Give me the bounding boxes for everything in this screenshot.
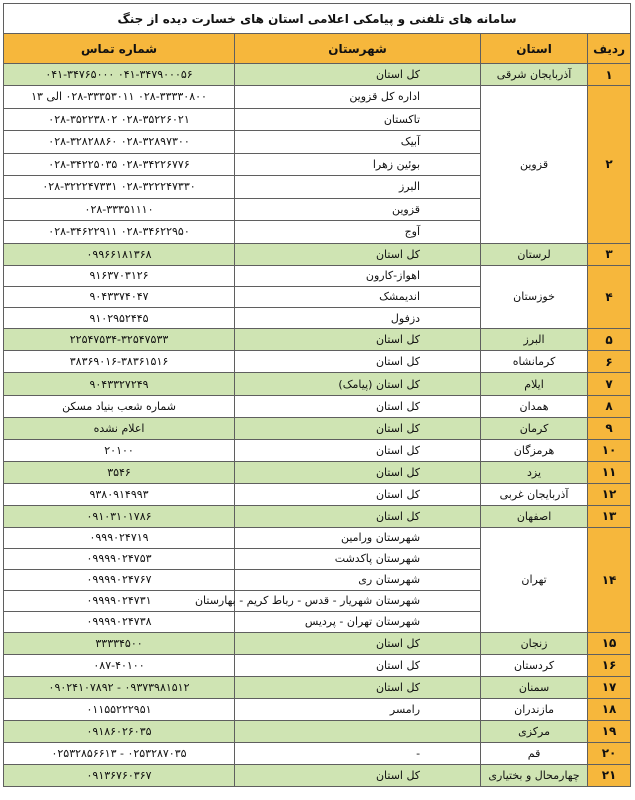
province-cell: خوزستان	[481, 265, 588, 329]
phone-cell: ۹۰۴۳۳۷۴۰۴۷	[4, 286, 235, 307]
city-cell: کل استان	[235, 351, 481, 373]
city-cell: اندیمشک	[235, 286, 481, 307]
city-cell: کل استان (پیامک)	[235, 373, 481, 396]
phone-cell: ۰۹۹۶۶۱۸۱۳۶۸	[4, 243, 235, 265]
phone-cell: ۰۹۹۹۰۲۴۷۱۹	[4, 527, 235, 548]
contacts-sheet	[3, 3, 630, 787]
city-cell: -	[235, 742, 481, 764]
header-city: شهرستان	[235, 34, 481, 64]
city-cell: آبیک	[235, 131, 481, 154]
province-cell: یزد	[481, 461, 588, 483]
city-cell: کل استان	[235, 439, 481, 461]
table-row	[4, 527, 631, 548]
table-row	[4, 654, 631, 676]
phone-cell: ۰۲۵۳۲۸۷۰۳۵ - ۰۲۵۳۲۸۵۶۶۱۳	[4, 742, 235, 764]
table-row	[4, 505, 631, 527]
province-cell: البرز	[481, 329, 588, 351]
city-cell	[235, 720, 481, 742]
province-cell: قزوین	[481, 86, 588, 244]
city-cell: اداره کل قزوین	[235, 86, 481, 109]
city-cell: کل استان	[235, 417, 481, 439]
phone-cell: ۰۹۹۹۹۰۲۴۷۵۳	[4, 548, 235, 569]
row-number-cell: ۲۱	[588, 764, 631, 786]
province-cell: ایلام	[481, 373, 588, 396]
row-number-cell: ۱۳	[588, 505, 631, 527]
table-row	[4, 64, 631, 86]
table-row	[4, 764, 631, 786]
contacts-table	[3, 3, 631, 787]
table-body	[4, 64, 631, 787]
header-phone: شماره تماس	[4, 34, 235, 64]
header-row-number: ردیف	[588, 34, 631, 64]
row-number-cell: ۱۶	[588, 654, 631, 676]
table-row	[4, 243, 631, 265]
phone-cell: ۹۳۸۰۹۱۴۹۹۳	[4, 483, 235, 505]
province-cell: لرستان	[481, 243, 588, 265]
table-row	[4, 439, 631, 461]
phone-cell: ۰۱۱۵۵۲۲۲۹۵۱	[4, 698, 235, 720]
phone-cell: ۰۲۸-۳۳۳۳۰۸۰۰ ۰۲۸-۳۳۳۵۳۰۱۱ الی ۱۳	[4, 86, 235, 109]
header-province: استان	[481, 34, 588, 64]
phone-cell: ۰۲۸-۳۵۲۲۶۰۲۱ ۰۲۸-۳۵۲۲۳۸۰۲	[4, 108, 235, 131]
phone-cell: ۰۲۸-۳۳۳۵۱۱۱۰	[4, 198, 235, 221]
phone-cell: ۰۲۸-۳۴۶۲۲۹۵۰ ۰۲۸-۳۴۶۲۲۹۱۱	[4, 221, 235, 244]
city-cell: کل استان	[235, 505, 481, 527]
province-cell: همدان	[481, 395, 588, 417]
city-cell: تاکستان	[235, 108, 481, 131]
row-number-cell: ۸	[588, 395, 631, 417]
table-row	[4, 86, 631, 109]
province-cell: کردستان	[481, 654, 588, 676]
city-cell: کل استان	[235, 483, 481, 505]
province-cell: قم	[481, 742, 588, 764]
phone-cell: شماره شعب بنیاد مسکن	[4, 395, 235, 417]
row-number-cell: ۹	[588, 417, 631, 439]
phone-cell: ۰۹۹۹۹۰۲۴۷۳۱	[4, 590, 235, 611]
phone-cell: ۰۹۱۸۶۰۲۶۰۳۵	[4, 720, 235, 742]
province-cell: مرکزی	[481, 720, 588, 742]
province-cell: مازندران	[481, 698, 588, 720]
phone-cell: ۰۹۱۳۶۷۶۰۳۶۷	[4, 764, 235, 786]
row-number-cell: ۵	[588, 329, 631, 351]
province-cell: سمنان	[481, 676, 588, 698]
phone-cell: ۰۹۳۷۳۹۸۱۵۱۲ - ۰۹۰۲۴۱۰۷۸۹۲	[4, 676, 235, 698]
row-number-cell: ۱۷	[588, 676, 631, 698]
table-row	[4, 373, 631, 396]
province-cell: هرمزگان	[481, 439, 588, 461]
city-cell: شهرستان ری	[235, 569, 481, 590]
city-cell: کل استان	[235, 654, 481, 676]
city-cell: بوئین زهرا	[235, 153, 481, 176]
phone-cell: ۲۰۱۰۰	[4, 439, 235, 461]
phone-cell: ۰۹۹۹۹۰۲۴۷۳۸	[4, 611, 235, 632]
row-number-cell: ۱۵	[588, 632, 631, 654]
table-row	[4, 461, 631, 483]
phone-cell: اعلام نشده	[4, 417, 235, 439]
row-number-cell: ۱۲	[588, 483, 631, 505]
table-row	[4, 265, 631, 286]
table-row	[4, 483, 631, 505]
province-cell: چهارمحال و بختیاری	[481, 764, 588, 786]
phone-cell: ۳۸۳۶۹۰۱۶-۳۸۳۶۱۵۱۶	[4, 351, 235, 373]
city-cell: رامسر	[235, 698, 481, 720]
phone-cell: ۹۱۰۲۹۵۲۴۴۵	[4, 308, 235, 329]
table-row	[4, 632, 631, 654]
table-row	[4, 417, 631, 439]
city-cell: قزوین	[235, 198, 481, 221]
row-number-cell: ۱۱	[588, 461, 631, 483]
city-cell: شهرستان ورامین	[235, 527, 481, 548]
city-cell: کل استان	[235, 764, 481, 786]
city-cell: کل استان	[235, 329, 481, 351]
row-number-cell: ۱۰	[588, 439, 631, 461]
city-cell: کل استان	[235, 632, 481, 654]
city-cell: آوج	[235, 221, 481, 244]
phone-cell: ۹۱۶۳۷۰۳۱۲۶	[4, 265, 235, 286]
phone-cell: ۳۵۴۶	[4, 461, 235, 483]
phone-cell: ۰۴۱-۳۴۷۹۰۰۰۵۶ ۰۴۱-۳۴۷۶۵۰۰۰	[4, 64, 235, 86]
phone-cell: ۰۲۸-۳۴۲۲۶۷۷۶ ۰۲۸-۳۴۲۲۵۰۳۵	[4, 153, 235, 176]
province-cell: کرمانشاه	[481, 351, 588, 373]
phone-cell: ۲۲۵۴۷۵۳۴-۳۲۵۴۷۵۳۳	[4, 329, 235, 351]
row-number-cell: ۱۹	[588, 720, 631, 742]
row-number-cell: ۷	[588, 373, 631, 396]
phone-cell: ۰۹۹۹۹۰۲۴۷۶۷	[4, 569, 235, 590]
table-row	[4, 329, 631, 351]
city-cell: کل استان	[235, 243, 481, 265]
city-cell: اهواز-کارون	[235, 265, 481, 286]
table-row	[4, 351, 631, 373]
table-row	[4, 720, 631, 742]
city-cell: دزفول	[235, 308, 481, 329]
phone-cell: ۰۹۱۰۳۱۰۱۷۸۶	[4, 505, 235, 527]
phone-cell: ۰۲۸-۳۲۲۲۴۷۳۳۰ ۰۲۸-۳۲۲۲۴۷۳۳۱	[4, 176, 235, 199]
phone-cell: ۰۸۷-۴۰۱۰۰	[4, 654, 235, 676]
province-cell: آذربایجان غربی	[481, 483, 588, 505]
phone-cell: ۹۰۴۳۳۲۷۲۴۹	[4, 373, 235, 396]
province-cell: کرمان	[481, 417, 588, 439]
city-cell: کل استان	[235, 64, 481, 86]
row-number-cell: ۳	[588, 243, 631, 265]
row-number-cell: ۱۸	[588, 698, 631, 720]
city-cell: شهرستان پاکدشت	[235, 548, 481, 569]
city-cell: کل استان	[235, 395, 481, 417]
page-title: سامانه های تلفنی و پیامکی اعلامی استان های خسارت دیده از جنگ	[4, 4, 631, 34]
city-cell: کل استان	[235, 676, 481, 698]
city-cell: البرز	[235, 176, 481, 199]
table-row	[4, 395, 631, 417]
table-row	[4, 698, 631, 720]
province-cell: آذربایجان شرقی	[481, 64, 588, 86]
row-number-cell: ۲۰	[588, 742, 631, 764]
table-row	[4, 676, 631, 698]
province-cell: اصفهان	[481, 505, 588, 527]
province-cell: زنجان	[481, 632, 588, 654]
phone-cell: ۳۳۳۳۴۵۰۰	[4, 632, 235, 654]
province-cell: تهران	[481, 527, 588, 632]
row-number-cell: ۶	[588, 351, 631, 373]
phone-cell: ۰۲۸-۳۲۸۹۷۳۰۰ ۰۲۸-۳۲۸۲۸۸۶۰	[4, 131, 235, 154]
city-cell: کل استان	[235, 461, 481, 483]
row-number-cell: ۱	[588, 64, 631, 86]
row-number-cell: ۱۴	[588, 527, 631, 632]
table-row	[4, 742, 631, 764]
city-cell: شهرستان تهران - پردیس	[235, 611, 481, 632]
row-number-cell: ۴	[588, 265, 631, 329]
row-number-cell: ۲	[588, 86, 631, 244]
city-cell: شهرستان شهریار - قدس - رباط کریم - بهارستان	[235, 590, 481, 611]
